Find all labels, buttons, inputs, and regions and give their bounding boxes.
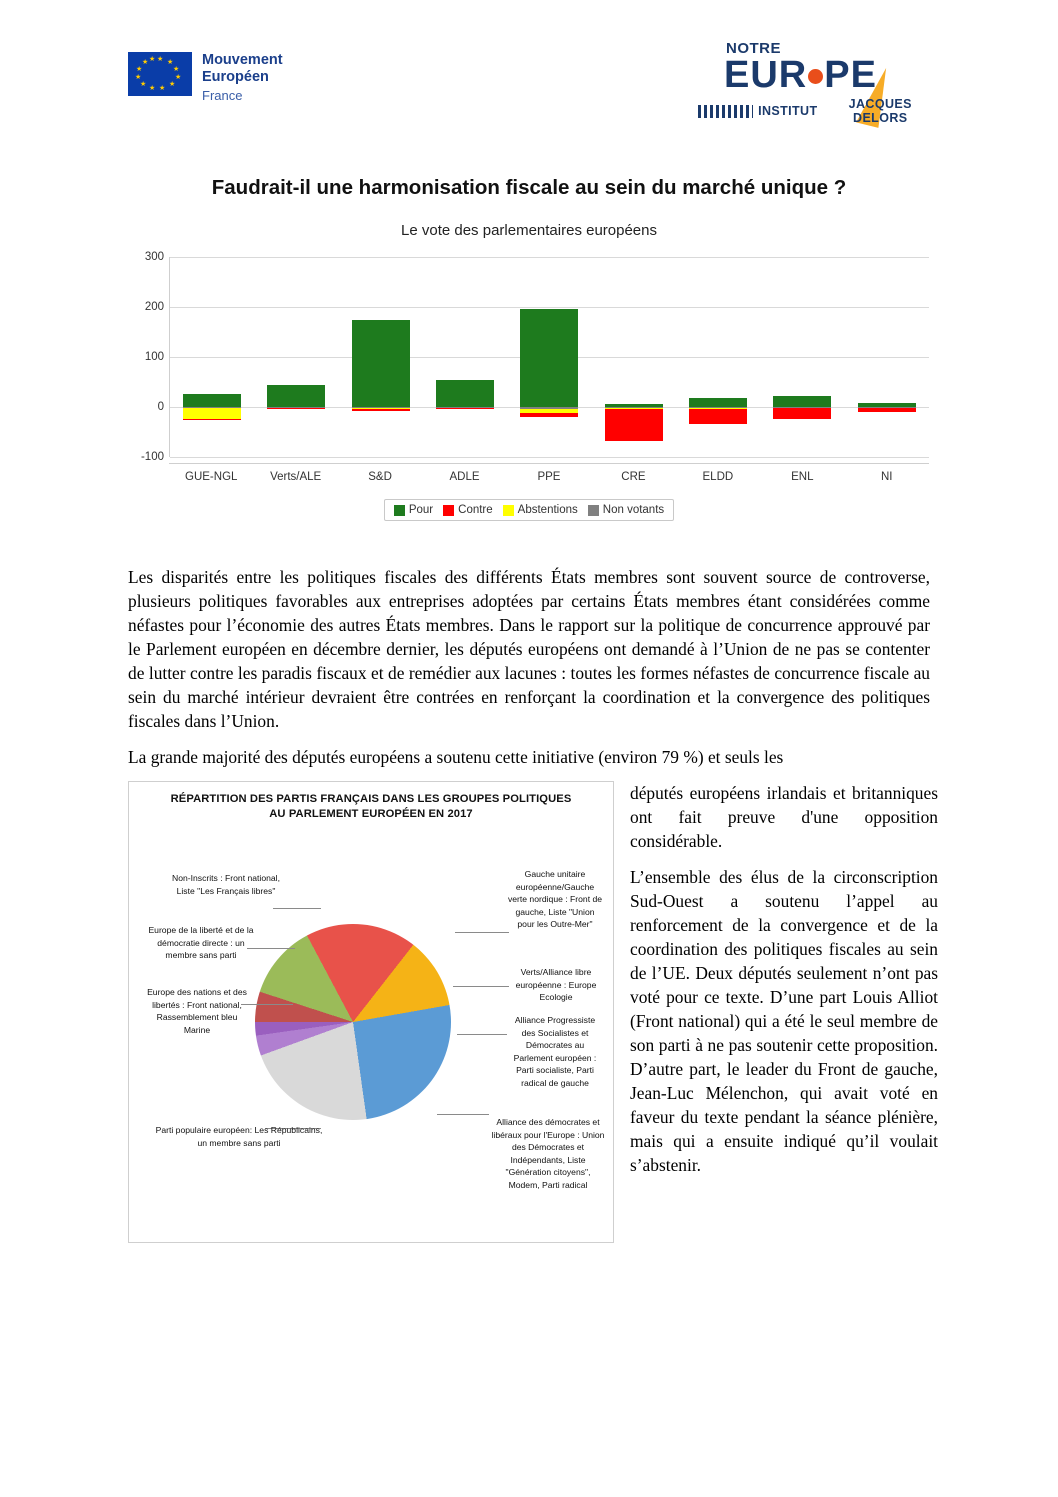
pie-title-line-1: RÉPARTITION DES PARTIS FRANÇAIS DANS LES GROUPES POLITIQUES [170, 793, 572, 806]
bar-segment-pour [436, 380, 494, 408]
bar-group [423, 257, 507, 457]
x-axis-tick-label: Verts/ALE [270, 471, 322, 483]
bar-group [254, 257, 338, 457]
legend-label: Contre [458, 504, 493, 516]
bar-segment-pour [689, 398, 747, 408]
x-axis-tick-label: PPE [537, 471, 561, 483]
pie-label-ni: Non-Inscrits : Front national, Liste "Les Français libres" [172, 873, 280, 896]
bar-segment-contre [773, 408, 831, 419]
document-header [0, 0, 1058, 160]
logo-line-1: Mouvement [202, 52, 283, 68]
bar-chart [129, 251, 929, 521]
x-axis-tick-label: S&D [368, 471, 392, 483]
notre-europe-wordmark [724, 54, 938, 96]
institut-text: INSTITUT [758, 104, 818, 119]
orange-dot-icon [808, 69, 823, 84]
legend-item [394, 504, 433, 516]
pie-label-adle: Alliance des démocrates et libéraux pour l'Europe : Union des Démocrates et Indépendants, Liste "Génération citoyens", Modem, Parti radical [491, 1117, 605, 1190]
bar-segment-pour [352, 320, 410, 408]
intro-text [128, 565, 930, 769]
legend-item [588, 504, 664, 516]
bar-segment-pour [520, 309, 578, 407]
europe-left-text: EUR [724, 54, 808, 96]
y-axis-tick-label: 200 [144, 301, 164, 313]
chart-subtitle: Le vote des parlementaires européens [401, 222, 657, 239]
legend-item [503, 504, 578, 516]
bar-group [845, 257, 929, 457]
x-axis-tick-label: ENL [791, 471, 814, 483]
europe-right-text: PE [824, 54, 877, 96]
notre-europe-notre: NOTRE [726, 40, 781, 57]
legend-label: Non votants [602, 504, 665, 516]
bar-segment-contre [858, 408, 916, 412]
pie-chart-canvas [137, 828, 605, 1228]
leader-line [437, 1114, 489, 1115]
bars-icon [698, 105, 753, 118]
pie-label-ppe: Parti populaire européen: Les Républicains, un membre sans parti [155, 1125, 323, 1148]
notre-europe-subtitle-row [698, 97, 938, 125]
bar-group [507, 257, 591, 457]
bar-group [592, 257, 676, 457]
pie-label-gue-ngl: Gauche unitaire européenne/Gauche verte nordique : Front de gauche, Liste "Union pour les Outre-Mer" [507, 869, 603, 930]
bar-segment-pour [773, 396, 831, 407]
mouvement-europeen-logo [128, 52, 283, 104]
european-union-flag-icon: ★ ★ ★ ★ ★ ★ ★ ★ ★ ★ ★ ★ [128, 52, 192, 96]
bar-group [760, 257, 844, 457]
x-axis-tick-label: ELDD [702, 471, 734, 483]
pie-label-sd: Alliance Progressiste des Socialistes et Démocrates au Parlement européen : Parti socialiste, Parti radical de gauche [513, 1015, 597, 1088]
pie-label-verts-ale: Verts/Alliance libre européenne : Europe Ecologie [515, 967, 597, 1003]
x-axis-tick-label: GUE-NGL [185, 471, 238, 483]
bar-segment-contre [436, 408, 494, 409]
bar-segment-abstentions [183, 408, 241, 419]
legend-item [443, 504, 493, 516]
y-axis-tick-label: 0 [157, 401, 164, 413]
x-axis-tick-label: ADLE [449, 471, 480, 483]
pie-chart-title [137, 792, 605, 822]
paragraph-3: députés européens irlandais et britanniques ont fait preuve d'une opposition considérable. [630, 783, 938, 852]
y-axis-tick-label: 100 [144, 351, 164, 363]
side-text [630, 781, 938, 1189]
bar-segment-pour [605, 404, 663, 408]
bar-segment-contre [352, 409, 410, 411]
pie-title-line-2: AU PARLEMENT EUROPÉEN EN 2017 [269, 808, 473, 821]
pie-chart-circle [255, 924, 451, 1120]
legend-swatch [503, 505, 514, 516]
bar-chart-x-axis [169, 463, 929, 483]
bar-chart-legend [384, 499, 674, 521]
legend-label: Pour [408, 504, 434, 516]
bar-chart-plot-area [140, 251, 929, 463]
pie-and-text-section [128, 781, 938, 1243]
page-title: Faudrait-il une harmonisation fiscale au sein du marché unique ? [211, 176, 847, 199]
x-axis-tick-label: NI [880, 471, 893, 483]
notre-europe-logo [698, 40, 938, 125]
bar-group-container [170, 257, 929, 457]
y-axis-tick-label: -100 [140, 451, 164, 463]
leader-line [273, 908, 321, 909]
jacques-delors-text: JACQUES DELORS [848, 97, 912, 126]
bar-group [339, 257, 423, 457]
bar-segment-pour [267, 385, 325, 408]
bar-group [676, 257, 760, 457]
leader-line [457, 1034, 507, 1035]
bar-segment-pour [183, 394, 241, 407]
legend-swatch [394, 505, 405, 516]
leader-line [453, 986, 509, 987]
paragraph-2: La grande majorité des députés européens a soutenu cette initiative (environ 79 %) et seuls les [128, 747, 784, 768]
bar-segment-pour [858, 403, 916, 408]
legend-swatch [588, 505, 599, 516]
legend-swatch [443, 505, 454, 516]
grid-line [170, 457, 929, 458]
leader-line [455, 932, 509, 933]
pie-label-enl: Europe des nations et des libertés : Front national, Rassemblement bleu Marine [147, 987, 247, 1035]
pie-label-eldd: Europe de la liberté et de la démocratie directe : un membre sans parti [148, 925, 254, 961]
logo-line-2: Européen [202, 69, 269, 86]
bar-segment-contre [183, 419, 241, 420]
pie-chart-box [128, 781, 614, 1243]
y-axis-tick-label: 300 [144, 251, 164, 263]
x-axis-tick-label: CRE [621, 471, 646, 483]
paragraph-1: Les disparités entre les politiques fiscales des différents États membres sont souvent source de controverse, plusieurs politiques favorables aux entreprises adoptées par certains États membres étant considérées comme néfastes pour l’économie des autres États membres. Dans le rapport sur la politique de concurrence approuvé par le Parlement européen en décembre dernier, les députés européens ont demandé à l’Union de ne pas se contenter de lutter contre les paradis fiscaux et de remédier aux lacunes : toutes les formes néfastes de concurrence fiscale au sein du marché intérieur devraient être contrées en renforçant la coordination et la convergence des politiques fiscales dans l’Union. [128, 567, 930, 732]
bar-segment-contre [520, 413, 578, 418]
paragraph-4: L’ensemble des élus de la circonscription Sud-Ouest a soutenu l’appel au renforcement de la convergence et de la coordination des politiques fiscales au sein de l’UE. Deux députés seulement n’ont pas voté pour ce texte. D’une part Louis Alliot (Front national) qui a été le seul membre de son parti à ne pas soutenir cette proposition. D’autre part, le leader du Front de gauche, Jean-Luc Mélenchon, qui avait voté en faveur du texte pendant la séance plénière, mais qui a ensuite indiqué qu’il voulait s’abstenir. [630, 867, 938, 1176]
bar-group [170, 257, 254, 457]
logo-line-3: France [202, 88, 243, 104]
bar-segment-contre [689, 409, 747, 424]
legend-label: Abstentions [517, 504, 578, 516]
bar-segment-contre [605, 409, 663, 441]
bar-segment-contre [267, 408, 325, 409]
